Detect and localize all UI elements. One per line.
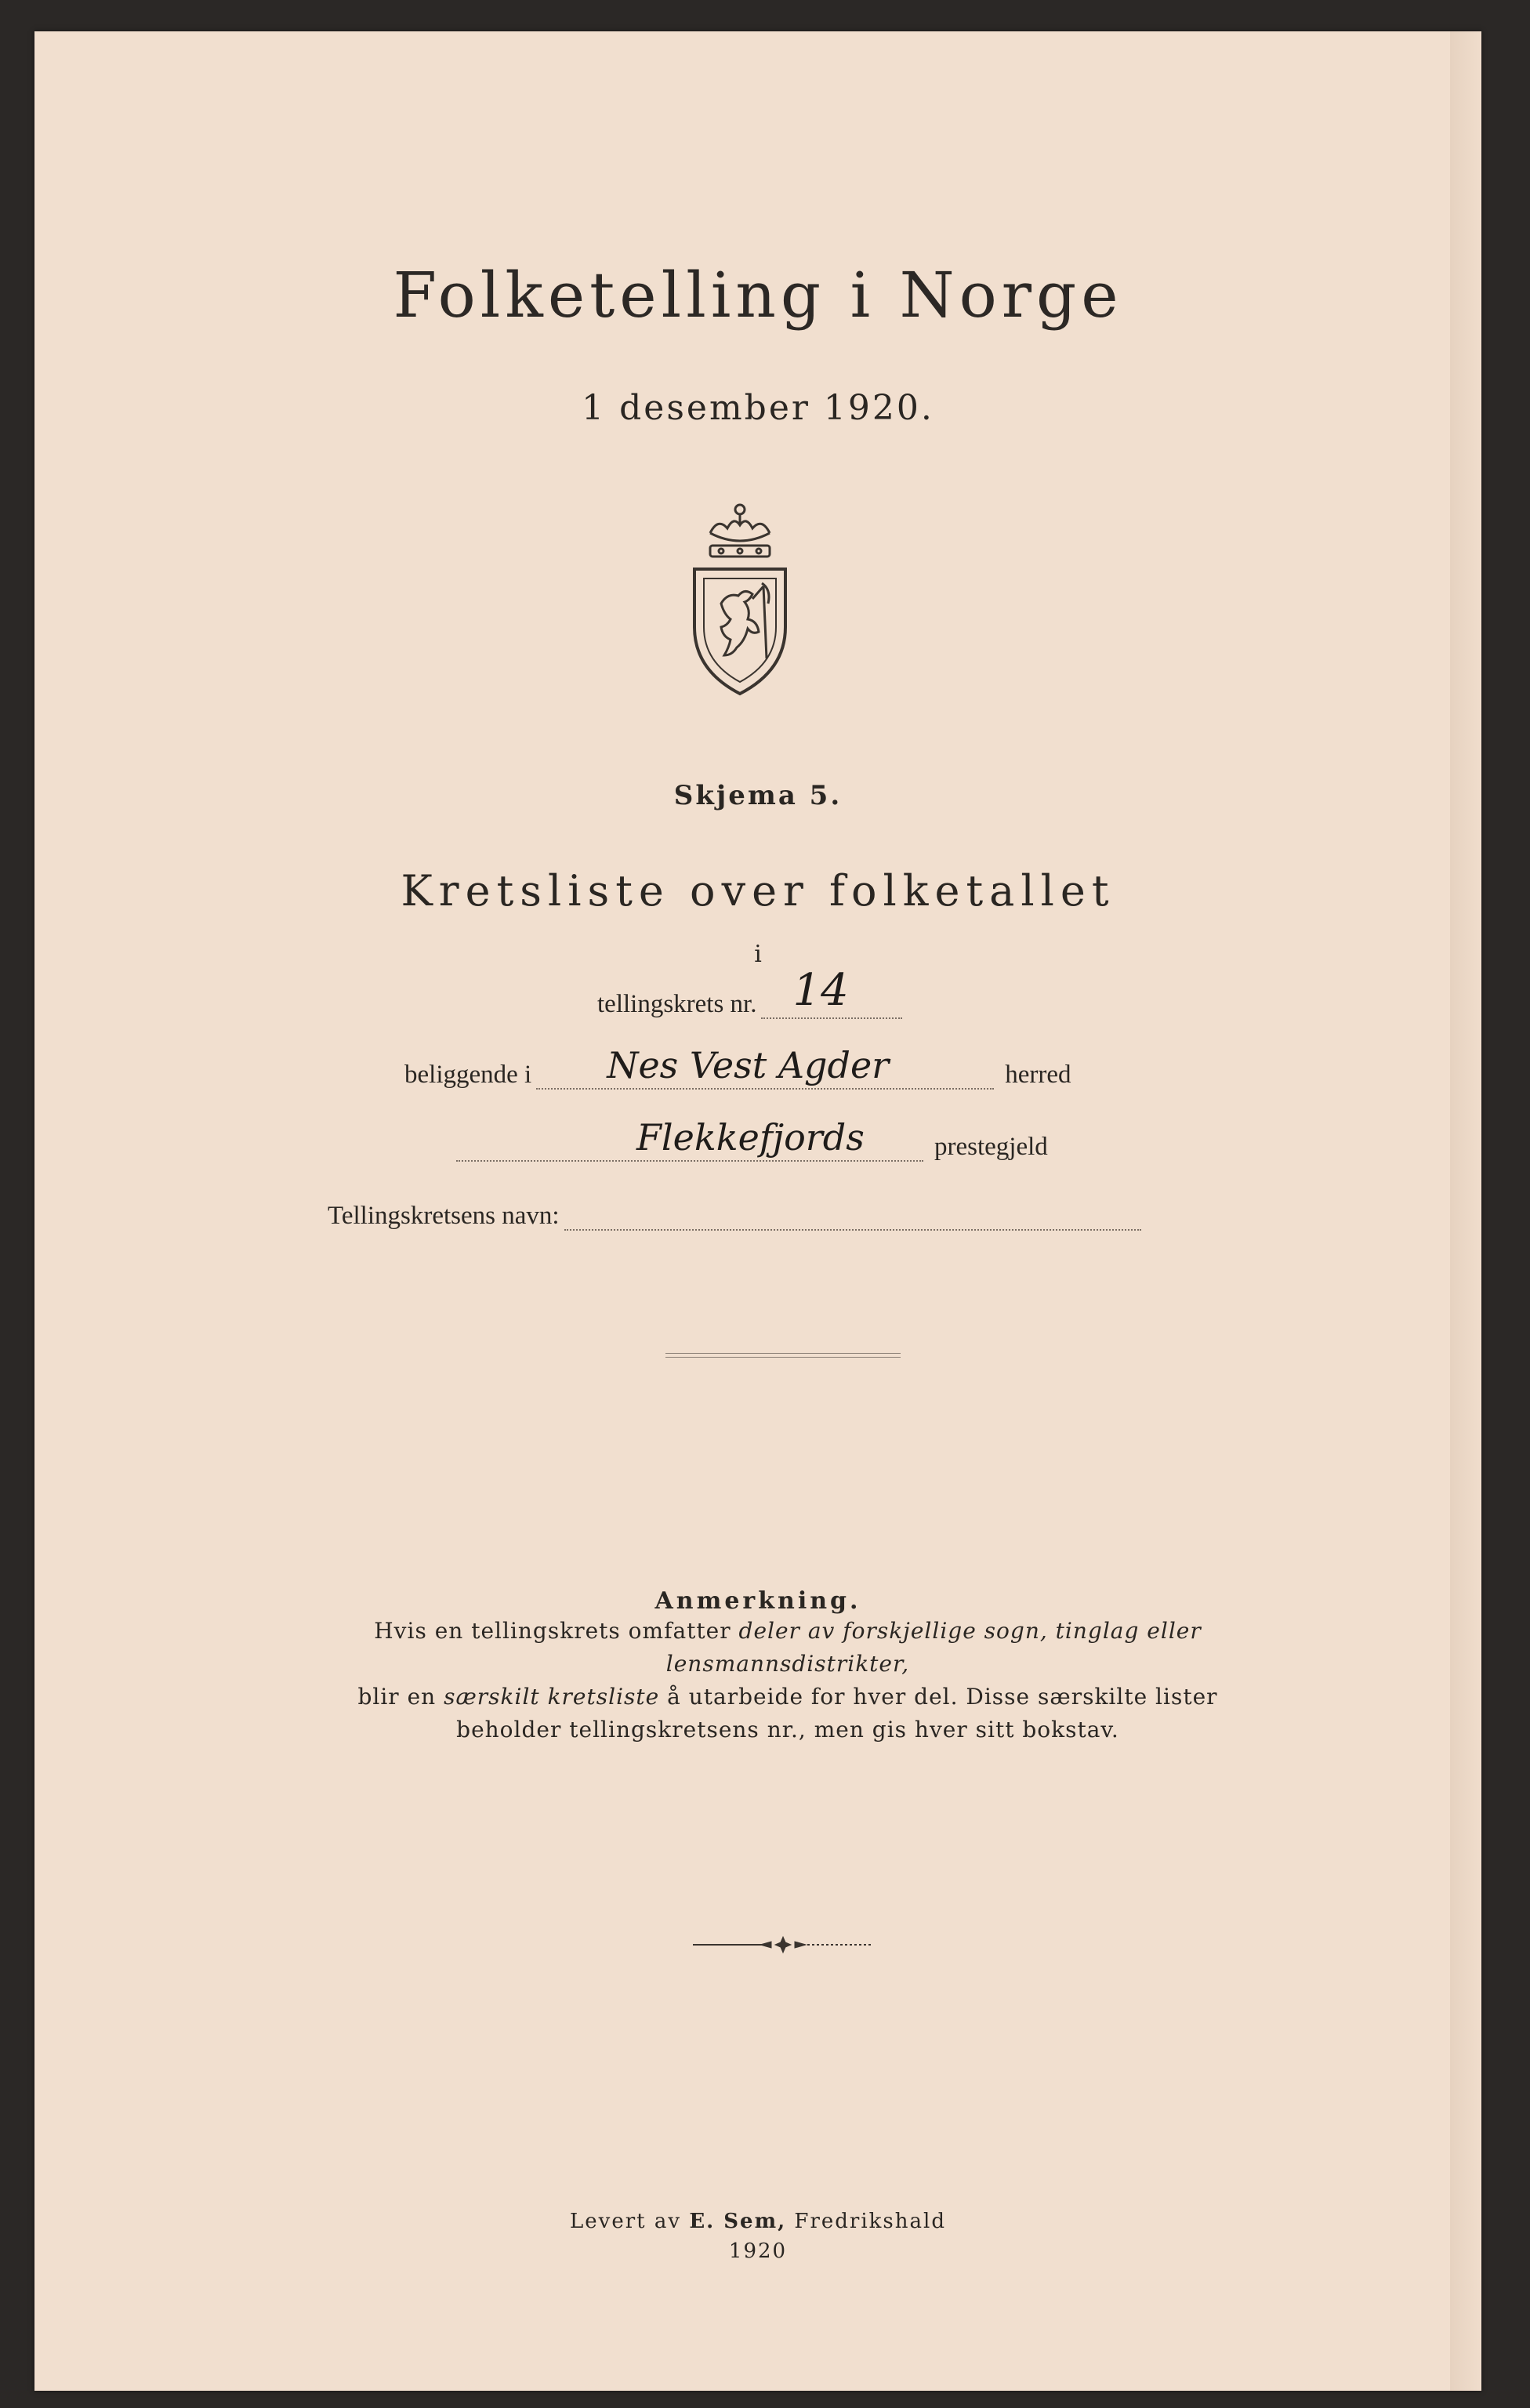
printer-line: [34, 2207, 1481, 2236]
herred-row: [404, 1044, 1071, 1090]
note-line-1: [293, 1615, 1282, 1681]
krets-number-value: 14: [792, 965, 849, 1016]
schema-number: Skjema 5.: [673, 780, 843, 811]
printer-info: [34, 2207, 1481, 2266]
herred-value: Nes Vest Agder: [607, 1044, 890, 1086]
prestegjeld-row: [456, 1116, 1048, 1162]
document-date: 1 desember 1920.: [582, 388, 934, 428]
note-line-3: beholder tellingskretsens nr., men gis hver sitt bokstav.: [456, 1717, 1119, 1743]
note-line-2-text-a: blir en: [357, 1684, 437, 1710]
note-title: Anmerkning.: [654, 1587, 861, 1615]
krets-number-row: [597, 965, 902, 1019]
census-form-page: [34, 31, 1481, 2391]
document-title: Folketelling i Norge: [393, 259, 1123, 332]
printer-name: E. Sem,: [689, 2210, 787, 2233]
krets-name-field[interactable]: [564, 1190, 1141, 1231]
krets-number-field[interactable]: [761, 965, 902, 1019]
note-line-1-emphasis: deler av forskjellige sogn, tinglag eller lensmannsdistrikter,: [665, 1618, 1202, 1677]
page-edge: [1450, 31, 1481, 2391]
note-line-2-emphasis: særskilt kretsliste: [444, 1684, 660, 1710]
herred-field[interactable]: [536, 1044, 994, 1090]
printer-place: Fredrikshald: [794, 2210, 946, 2233]
note-line-2-text-b: å utarbeide for hver del. Disse særskilte lister: [667, 1684, 1218, 1710]
krets-name-row: [328, 1190, 1141, 1231]
note-line-2: [293, 1681, 1282, 1714]
ornament-divider-icon: [693, 1933, 873, 1956]
krets-number-label: tellingskrets nr.: [597, 990, 757, 1018]
preposition-text: i: [754, 941, 762, 968]
herred-prefix: beliggende i: [404, 1061, 532, 1089]
printer-prefix: Levert av: [570, 2210, 682, 2233]
prestegjeld-value: Flekkefjords: [636, 1116, 865, 1159]
separator-rule: [665, 1353, 901, 1358]
prestegjeld-suffix: prestegjeld: [934, 1133, 1048, 1161]
prestegjeld-field[interactable]: [456, 1116, 923, 1162]
note-line-1-text: Hvis en tellingskrets omfatter: [374, 1618, 731, 1644]
note-text: [293, 1615, 1282, 1746]
document-subtitle: Kretsliste over folketallet: [401, 866, 1115, 916]
printer-year: 1920: [728, 2239, 788, 2263]
herred-suffix: herred: [1005, 1061, 1071, 1089]
norwegian-coat-of-arms-icon: [687, 502, 793, 698]
krets-name-label: Tellingskretsens navn:: [328, 1202, 560, 1230]
